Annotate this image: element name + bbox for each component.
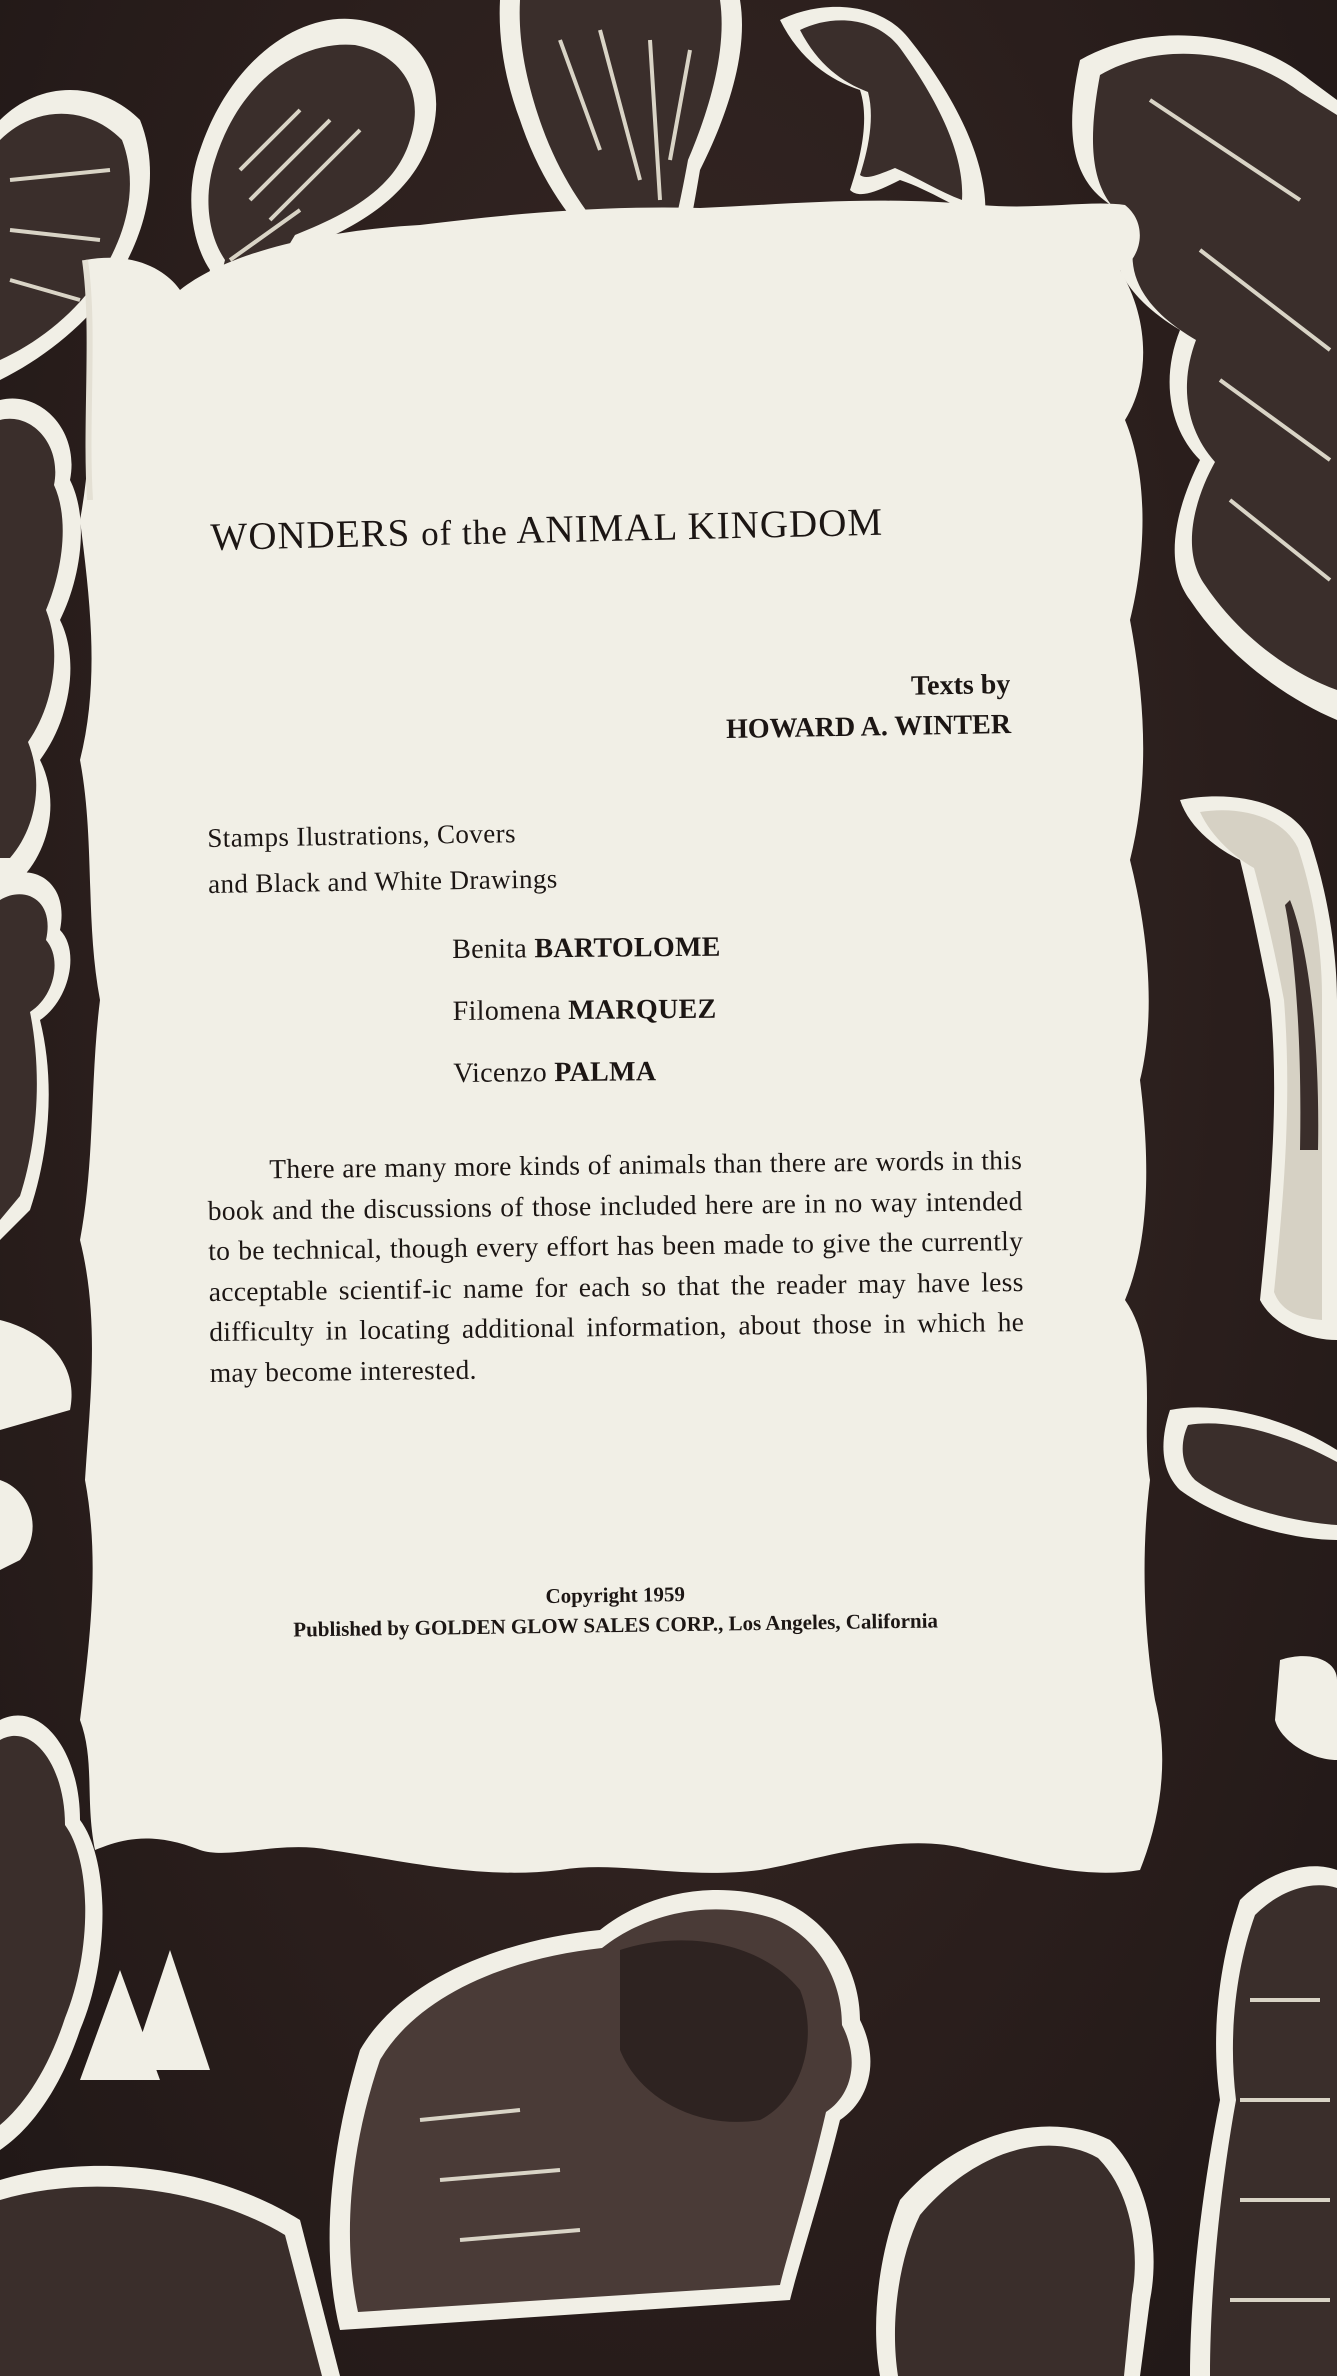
intro-paragraph-block — [207, 1140, 1025, 1393]
copyright-block — [230, 1575, 1001, 1646]
illustrator-last-name: BARTOLOME — [534, 931, 721, 965]
copyright-line: Copyright 1959 — [545, 1582, 686, 1608]
author-credit — [660, 665, 1011, 751]
illustrator-list — [452, 926, 874, 1116]
title-of-the: of the — [420, 512, 509, 554]
author-name: HOWARD A. WINTER — [725, 708, 1012, 745]
credits-heading-line-1: Stamps Ilustrations, Covers — [207, 818, 517, 853]
illustrator-first-name: Filomena — [452, 995, 562, 1027]
illustrator-item — [453, 1050, 874, 1116]
illustration-credits-heading — [207, 807, 688, 907]
intro-paragraph: There are many more kinds of animals than there are words in this book and the discussions of those included here are in no way intended to be technical, though every effort has been made to give the currently acceptable scientif-ic name for each so that the reader may have less difficulty in locating additional information, about those in which he may become interested. — [207, 1144, 1025, 1388]
book-title — [210, 496, 1031, 560]
credits-heading-line-2: and Black and White Drawings — [207, 863, 558, 899]
texts-by-label: Texts by — [910, 668, 1011, 702]
title-part-1: WONDERS — [210, 511, 411, 559]
illustrator-item — [452, 926, 873, 992]
publisher-text: Published by GOLDEN GLOW SALES CORP., Los Angeles, California — [293, 1608, 939, 1642]
illustrator-last-name: PALMA — [554, 1056, 657, 1089]
title-part-2: ANIMAL KINGDOM — [515, 500, 884, 553]
illustrator-last-name: MARQUEZ — [568, 993, 717, 1026]
illustrator-first-name: Vicenzo — [453, 1057, 548, 1089]
illustrator-first-name: Benita — [452, 933, 528, 965]
illustrator-item — [453, 988, 874, 1054]
